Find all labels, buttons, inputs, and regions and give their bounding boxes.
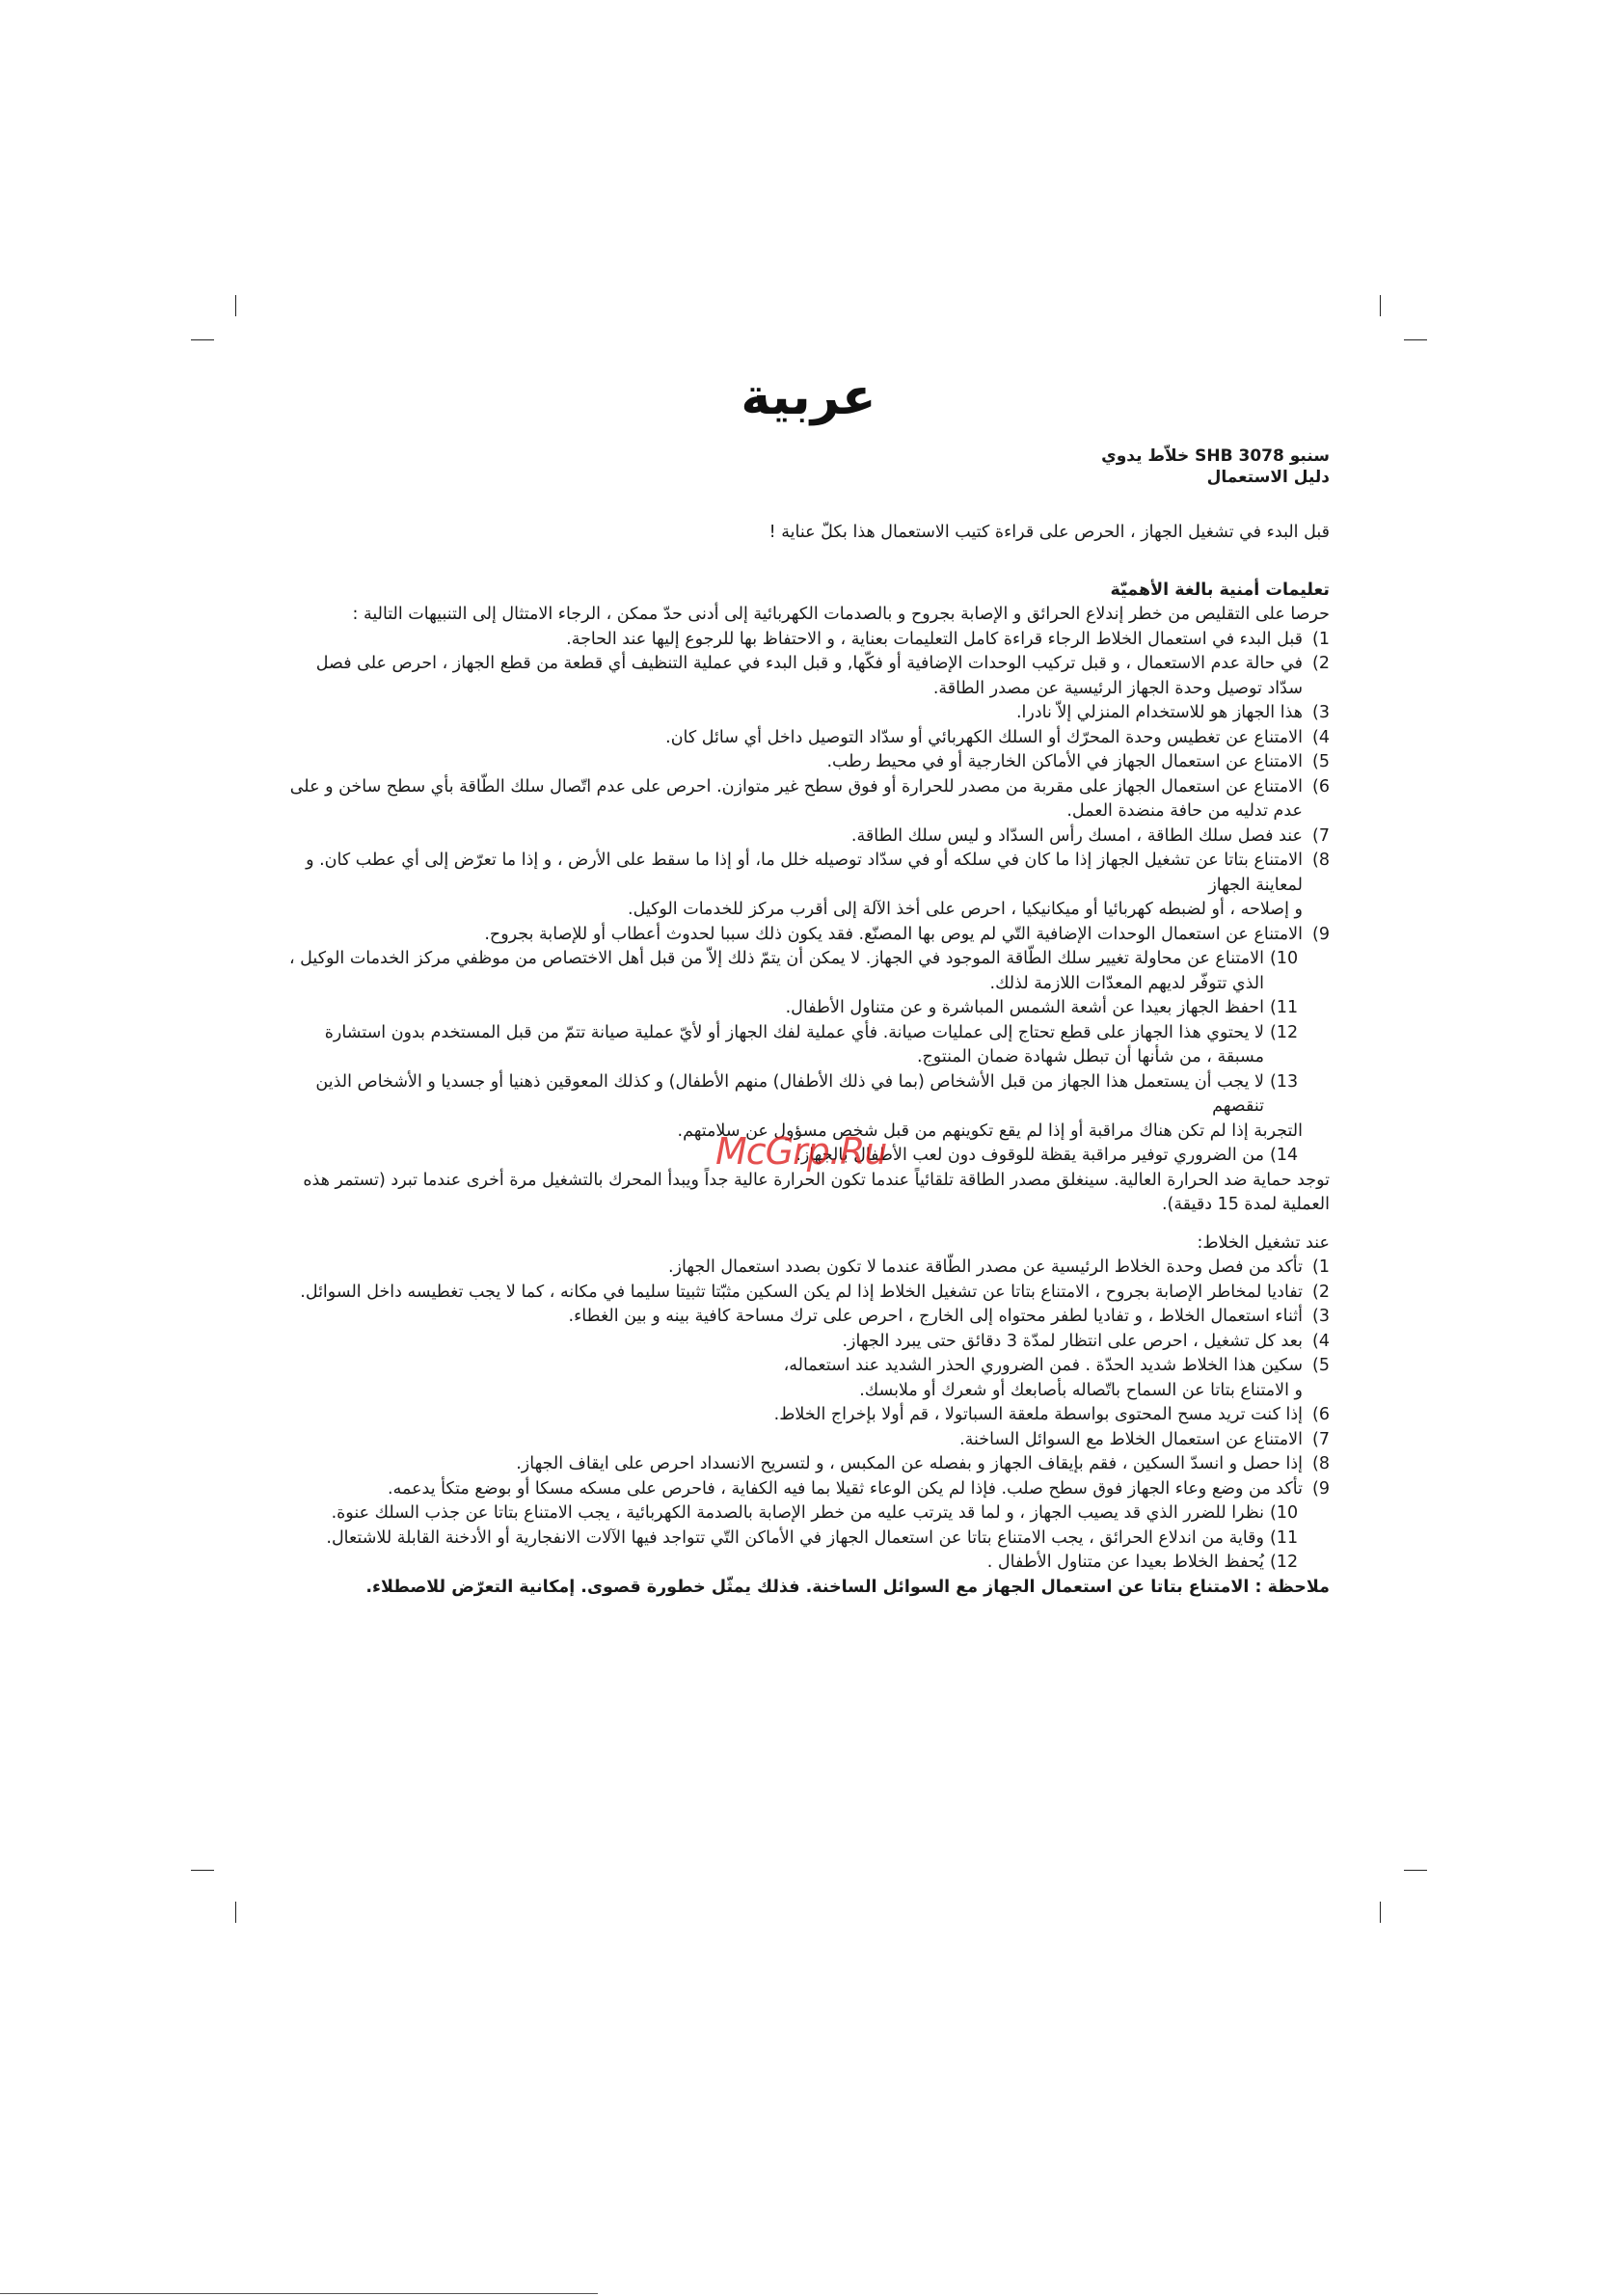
operation-heading: عند تشغيل الخلاط: (1197, 1232, 1330, 1253)
item-text: في حالة عدم الاستعمال ، و قبل تركيب الوحدات الإضافية أو فكّها, و قبل البدء في عملية التنظيف أي قطعة من قطع الجهاز ، احرص على فصل سدّاد توصيل وحدة الجهاز الرئيسية عن مصدر الطاقة. (315, 654, 1303, 698)
item-text: بعد كل تشغيل ، احرص على انتظار لمدّة 3 دقائق حتى يبرد الجهاز. (842, 1331, 1303, 1351)
list-item (288, 775, 1330, 824)
item-text: الامتناع عن استعمال الجهاز في الأماكن الخارجية أو في محيط رطب. (826, 752, 1303, 771)
item-text: سكين هذا الخلاط شديد الحدّة . فمن الضروري الحذر الشديد عند استعماله، (783, 1356, 1303, 1375)
list-item (288, 947, 1330, 996)
item-number: 7) (1312, 1429, 1330, 1449)
item-text: الامتناع عن تغطيس وحدة المحرّك أو السلك الكهربائي أو سدّاد التوصيل داخل أي سائل كان. (665, 727, 1303, 747)
list-item (288, 923, 1330, 948)
crop-mark-top-right (1380, 295, 1381, 316)
item-text: وقاية من اندلاع الحرائق ، يجب الامتناع بتاتا عن استعمال الجهاز في الأماكن التّي تتواجد فيها الآلات الانفجارية أو الأدخنة القابلة للاشتعال. (326, 1527, 1264, 1548)
item-text: يُحفظ الخلاط بعيدا عن متناول الأطفال . (986, 1553, 1264, 1572)
bottom-rule (0, 2293, 598, 2294)
crop-mark-bottom-left (235, 1902, 236, 1923)
item-number: 7) (1312, 825, 1330, 846)
list-item (288, 726, 1330, 751)
item-number: 14) (1270, 1146, 1299, 1165)
item-text: لا يحتوي هذا الجهاز على قطع تحتاج إلى عمليات صيانة. فأي عملية لفك الجهاز أو لأيّ عملية صيانة تتمّ من قبل المستخدم بدون استشارة مسبقة ، من شأنها أن تبطل شهادة ضمان المنتوج. (324, 1022, 1264, 1067)
item-number: 9) (1312, 924, 1330, 944)
list-item (288, 1256, 1330, 1281)
item-number (1303, 1120, 1330, 1145)
item-number (1303, 1379, 1330, 1404)
item-number: 13) (1270, 1071, 1299, 1092)
safety-lead: حرصا على التقليص من خطر إندلاع الحرائق و الإصابة بجروح و بالصدمات الكهربائية إلى أدنى حدّ ممكن ، الرجاء الامتثال إلى التنبيهات التالية : (352, 605, 1330, 624)
crop-mark-top-left (235, 295, 236, 316)
item-text: من الضروري توفير مراقبة يقظة للوقوف دون لعب الأطفال بالجهاز. (795, 1146, 1264, 1165)
list-item (288, 849, 1330, 898)
item-number: 3) (1312, 703, 1330, 722)
item-text: الامتناع عن استعمال الجهاز على مقربة من مصدر للحرارة أو فوق سطح غير متوازن. احرص على عدم اتّصال سلك الطّاقة بأي سطح ساخن و على عدم تدليه من حافة منضدة العمل. (289, 776, 1303, 821)
item-text: هذا الجهاز هو للاستخدام المنزلي إلاّ نادرا. (1015, 703, 1303, 722)
list-item (288, 1305, 1330, 1330)
item-text: الامتناع عن استعمال الوحدات الإضافية التّي لم يوص بها المصنّع. فقد يكون ذلك سببا لحدوث أعطاب أو للإصابة بجروح. (484, 924, 1303, 944)
item-text: التجربة إذا لم تكن هناك مراقبة أو إذا لم يقع تكوينهم من قبل شخص مسؤول عن سلامتهم. (677, 1121, 1303, 1141)
item-number: 2) (1312, 1282, 1330, 1302)
item-number: 2) (1312, 654, 1330, 673)
item-text: إذا حصل و انسدّ السكين ، فقم بإيقاف الجهاز و بفصله عن المكبس ، و لتسريح الانسداد احرص على ايقاف الجهاز. (516, 1454, 1303, 1473)
item-text: لا يجب أن يستعمل هذا الجهاز من قبل الأشخاص (بما في ذلك الأطفال) منهم الأطفال) و كذلك المعوقين ذهنيا أو جسديا و الأشخاص الذين تنقصهم (315, 1071, 1264, 1116)
item-text: و إصلاحه ، أو لضبطه كهربائيا أو ميكانيكيا ، احرص على أخذ الآلة إلى أقرب مركز للخدمات الوكيل. (628, 900, 1303, 919)
item-number (1303, 898, 1330, 923)
item-number: 5) (1312, 752, 1330, 771)
product-name: سنبو SHB 3078 خلاّط يدوي (1101, 446, 1330, 466)
item-text: الامتناع عن استعمال الخلاط مع السوائل الساخنة. (959, 1429, 1303, 1449)
list-item (288, 1403, 1330, 1428)
operation-list (288, 1256, 1330, 1576)
safety-heading: تعليمات أمنية بالغة الأهميّة (1110, 580, 1330, 600)
list-item (288, 996, 1330, 1021)
manual-label: دليل الاستعمال (1206, 468, 1330, 487)
list-item (288, 1477, 1330, 1502)
item-number: 8) (1312, 851, 1330, 870)
item-text: إذا كنت تريد مسح المحتوى بواسطة ملعقة السباتولا ، قم أولا بإخراج الخلاط. (773, 1405, 1303, 1424)
list-item (288, 1428, 1330, 1453)
warning-note: ملاحظة : الامتناع بتاتا عن استعمال الجهاز مع السوائل الساخنة. فذلك يمثّل خطورة قصوى. إمكانية التعرّض للاصطلاء. (365, 1577, 1330, 1597)
item-number: 10) (1270, 1503, 1299, 1523)
crop-mark-bottom-right (1380, 1902, 1381, 1923)
list-item (288, 1021, 1330, 1070)
list-item (288, 1354, 1330, 1379)
item-number: 4) (1312, 727, 1330, 747)
item-text: تفاديا لمخاطر الإصابة بجروح ، الامتناع بتاتا عن تشغيل الخلاط إذا لم يكن السكين مثبّتا تثبيتا سليما في مكانه ، كما لا يجب تغطيسه داخل السوائل. (300, 1282, 1303, 1302)
crop-mark-top-left-h (191, 339, 214, 340)
list-item (288, 652, 1330, 701)
item-number: 10) (1270, 949, 1299, 968)
item-text: عند فصل سلك الطاقة ، امسك رأس السدّاد و ليس سلك الطاقة. (850, 825, 1303, 846)
list-item (288, 1379, 1330, 1404)
product-header (1101, 446, 1330, 488)
manual-body (288, 521, 1330, 1600)
item-text: تأكد من فصل وحدة الخلاط الرئيسية عن مصدر الطّاقة عندما لا تكون بصدد استعمال الجهاز. (667, 1257, 1303, 1277)
list-item (288, 750, 1330, 775)
item-number: 1) (1312, 629, 1330, 649)
item-number: 6) (1312, 1405, 1330, 1424)
item-text: قبل البدء في استعمال الخلاط الرجاء قراءة كامل التعليمات بعناية ، و الاحتفاظ بها للرجوع إليها عند الحاجة. (566, 629, 1303, 649)
item-number: 5) (1312, 1356, 1330, 1375)
item-text: احفظ الجهاز بعيدا عن أشعة الشمس المباشرة و عن متناول الأطفال. (785, 998, 1264, 1017)
item-number: 9) (1312, 1478, 1330, 1499)
list-item (288, 1526, 1330, 1552)
item-number: 11) (1270, 1527, 1299, 1548)
crop-mark-bottom-right-h (1404, 1870, 1427, 1871)
list-item (288, 1501, 1330, 1526)
list-item (288, 701, 1330, 726)
item-text: تأكد من وضع وعاء الجهاز فوق سطح صلب. فإذا لم يكن الوعاء ثقيلا بما فيه الكفاية ، فاحرص على مسكه مسكا أو بوضع متكأ يدعمه. (388, 1478, 1303, 1499)
item-text: نظرا للضرر الذي قد يصيب الجهاز ، و لما قد يترتب عليه من خطر الإصابة بالصدمة الكهربائية ، يجب الامتناع بتاتا عن جذب السلك عنوة. (331, 1503, 1264, 1523)
list-item (288, 1281, 1330, 1306)
safety-list (288, 628, 1330, 1169)
item-number: 12) (1270, 1553, 1299, 1572)
list-item (288, 1070, 1330, 1120)
item-number: 6) (1312, 776, 1330, 797)
item-number: 1) (1312, 1257, 1330, 1277)
item-number: 8) (1312, 1454, 1330, 1473)
list-item (288, 1551, 1330, 1576)
item-text: و الامتناع بتاتا عن السماح باتّصاله بأصابعك أو شعرك أو ملابسك. (859, 1380, 1303, 1400)
item-number: 3) (1312, 1307, 1330, 1326)
item-number: 11) (1270, 998, 1299, 1017)
item-number: 4) (1312, 1331, 1330, 1351)
list-item (288, 1452, 1330, 1477)
crop-mark-bottom-left-h (191, 1870, 214, 1871)
item-text: الامتناع عن محاولة تغيير سلك الطّاقة الموجود في الجهاز. لا يمكن أن يتمّ ذلك إلاّ من قبل أهل الاختصاص من موظفي مركز الخدمات الوكيل ، الذي تتوفّر لديهم المعدّات اللازمة لذلك. (288, 949, 1264, 993)
watermark: McGrp.Ru (715, 1130, 887, 1173)
item-number: 12) (1270, 1022, 1299, 1042)
item-text: الامتناع بتاتا عن تشغيل الجهاز إذا ما كان في سلكه أو في سدّاد توصيله خلل ما، أو إذا ما سقط على الأرض ، و إذا ما تعرّض إلى أي عطب كان. و لمعاينة الجهاز (306, 851, 1303, 895)
list-item (288, 824, 1330, 850)
list-item (288, 628, 1330, 653)
item-text: أثناء استعمال الخلاط ، و تفاديا لطفر محتواه إلى الخارج ، احرص على ترك مساحة كافية بينه و بين الغطاء. (568, 1307, 1303, 1326)
crop-mark-top-right-h (1404, 339, 1427, 340)
intro-text: قبل البدء في تشغيل الجهاز ، الحرص على قراءة كتيب الاستعمال هذا بكلّ عناية ! (768, 523, 1330, 542)
list-item (288, 1330, 1330, 1355)
thermal-protection-text: توجد حماية ضد الحرارة العالية. سينغلق مصدر الطاقة تلقائياً عندما تكون الحرارة عالية جداً ويبدأ المحرك بالتشغيل مرة أخرى عندما تبرد (تستمر هذه العملية لمدة 15 دقيقة). (303, 1170, 1330, 1214)
page-title: عربية (741, 368, 876, 426)
list-item (288, 898, 1330, 923)
